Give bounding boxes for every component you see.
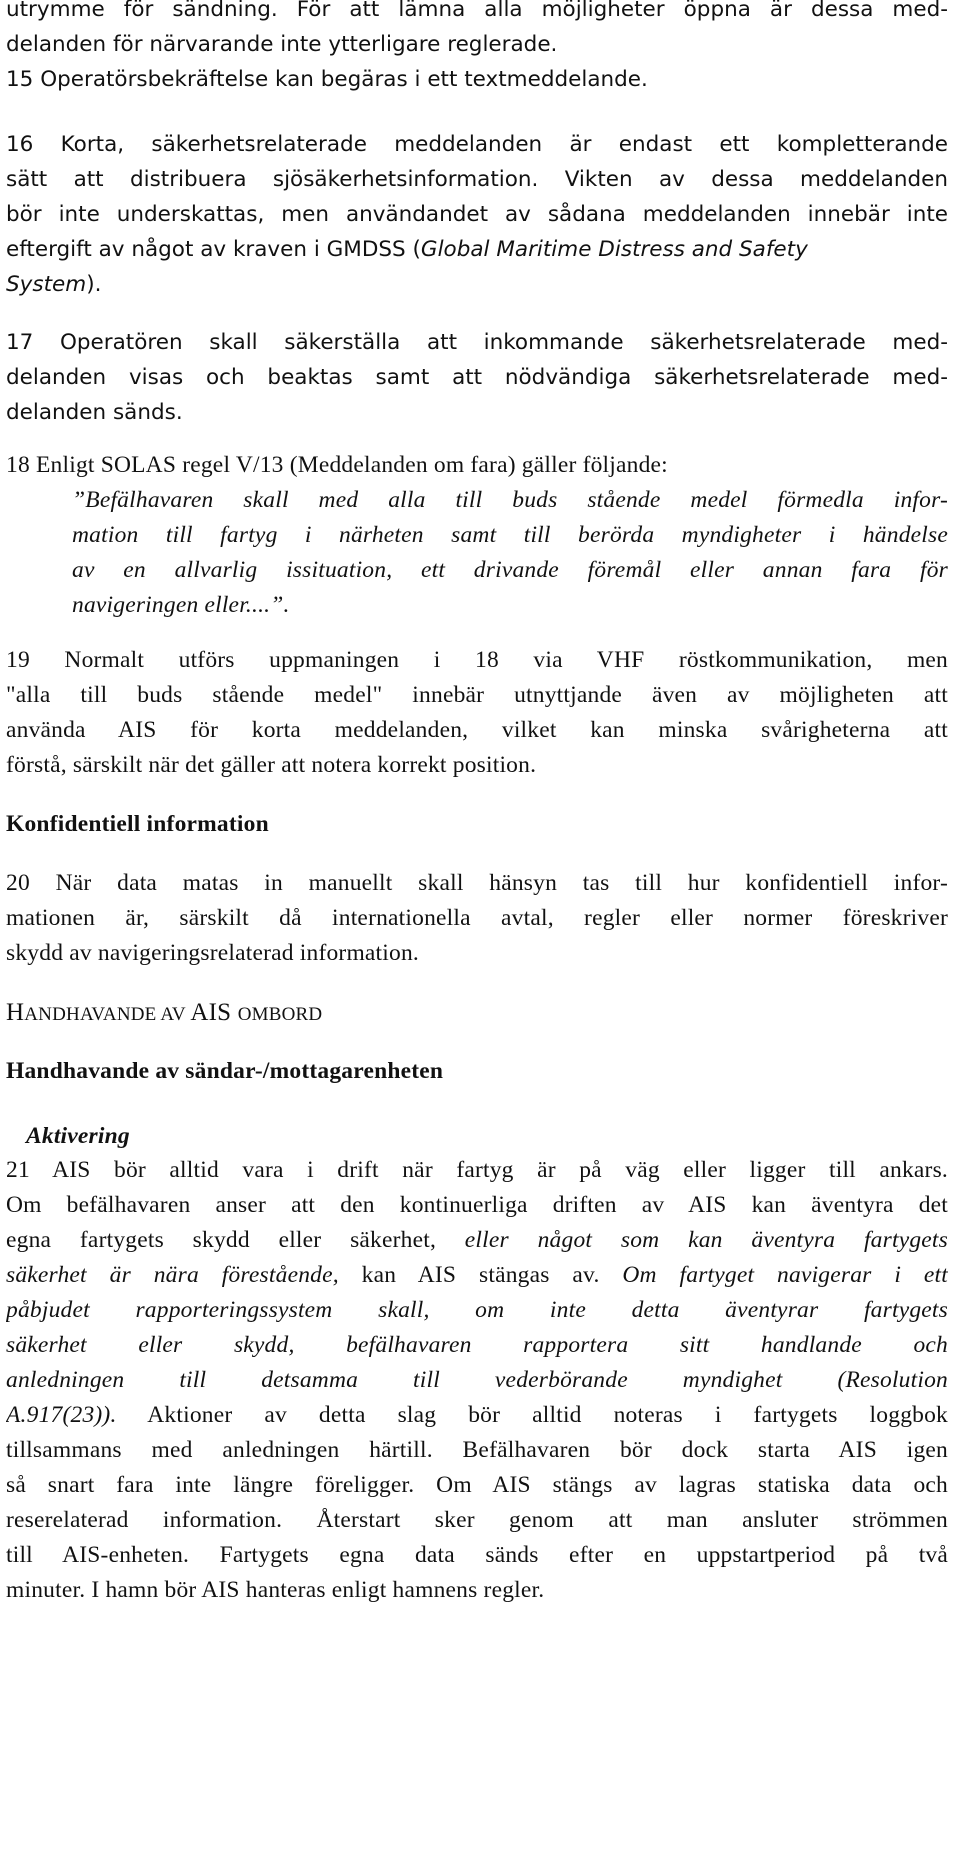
- section-heading-konfidentiell: Konfidentiell information: [6, 811, 269, 837]
- paragraph-21-italic: A.917(23)).: [6, 1402, 117, 1428]
- solas-quote-line: mation till fartyg i närheten samt till berörda myndigheter i händelse: [72, 522, 948, 548]
- subheading-aktivering: Aktivering: [26, 1123, 130, 1149]
- paragraph-21-text: Aktioner av detta slag bör alltid noteras i fartygets loggbok: [116, 1402, 948, 1428]
- paragraph-17-line: delanden visas och beaktas samt att nödvändiga säkerhetsrelaterade med-: [6, 365, 948, 390]
- heading-small-caps: OMBORD: [237, 1004, 323, 1025]
- paragraph-21-line: påbjudet rapporteringssystem skall, om inte detta äventyrar fartygets: [6, 1297, 948, 1323]
- solas-quote-line: av en allvarlig issituation, ett drivande föremål eller annan fara för: [72, 557, 948, 583]
- paragraph-20-line: mationen är, särskilt då internationella avtal, regler eller normer föreskriver: [6, 905, 948, 931]
- paragraph-14-line: utrymme för sändning. För att lämna alla möjligheter öppna är dessa med-: [6, 0, 948, 22]
- paragraph-16-line: [6, 232, 808, 267]
- paragraph-21-line: reserelaterad information. Återstart sker genom att man ansluter strömmen: [6, 1507, 948, 1533]
- paragraph-21-line: så snart fara inte längre föreligger. Om AIS stängs av lagras statiska data och: [6, 1472, 948, 1498]
- paragraph-14-line: delanden för närvarande inte ytterligare reglerade.: [6, 32, 558, 57]
- paragraph-21-line: minuter. I hamn bör AIS hanteras enligt hamnens regler.: [6, 1577, 545, 1603]
- paragraph-19-line: "alla till buds stående medel" innebär utnyttjande även av möjligheten att: [6, 682, 948, 708]
- paragraph-21-line: 21 AIS bör alltid vara i drift när fartyg är på väg eller ligger till ankars.: [6, 1157, 948, 1183]
- heading-ais: AIS: [190, 999, 238, 1026]
- paragraph-21-italic: eller något som kan äventyra fartygets: [464, 1227, 948, 1253]
- solas-quote-line: navigeringen eller....”.: [72, 592, 290, 618]
- paragraph-21-italic: Om fartyget navigerar i ett: [622, 1262, 948, 1288]
- solas-quote-line: ”Befälhavaren skall med alla till buds stående medel förmedla infor-: [72, 487, 948, 513]
- section-heading-handhavande-ais: [6, 995, 322, 1032]
- paragraph-19-line: använda AIS för korta meddelanden, vilket kan minska svårigheterna att: [6, 717, 948, 743]
- heading-small-caps: ANDHAVANDE AV: [24, 1004, 191, 1025]
- paragraph-21-line: säkerhet eller skydd, befälhavaren rapportera sitt handlande och: [6, 1332, 948, 1358]
- paragraph-19-line: 19 Normalt utförs uppmaningen i 18 via VHF röstkommunikation, men: [6, 647, 948, 673]
- section-heading-enhet: Handhavande av sändar-/mottagarenheten: [6, 1058, 444, 1084]
- paragraph-19-line: förstå, särskilt när det gäller att notera korrekt position.: [6, 752, 537, 778]
- paragraph-17-line: 17 Operatören skall säkerställa att inkommande säkerhetsrelaterade med-: [6, 330, 948, 355]
- paragraph-20-line: skydd av navigeringsrelaterad information.: [6, 940, 419, 966]
- paragraph-16-line: sätt att distribuera sjösäkerhetsinformation. Vikten av dessa meddelanden: [6, 167, 948, 192]
- paragraph-16-end: ).: [86, 272, 102, 297]
- paragraph-16-line: bör inte underskattas, men användandet av sådana meddelanden innebär inte: [6, 202, 948, 227]
- paragraph-16-text: eftergift av något av kraven i GMDSS (: [6, 237, 421, 262]
- heading-initial: H: [6, 999, 25, 1026]
- paragraph-16-line: 16 Korta, säkerhetsrelaterade meddelanden är endast ett kompletterande: [6, 132, 948, 157]
- paragraph-15: 15 Operatörsbekräftelse kan begäras i ett textmeddelande.: [6, 67, 648, 92]
- gmdss-expansion-end: System: [6, 272, 87, 297]
- paragraph-16-line: [6, 267, 101, 302]
- paragraph-21-line: till AIS-enheten. Fartygets egna data sänds efter en uppstartperiod på två: [6, 1542, 948, 1568]
- paragraph-21-line: anledningen till detsamma till vederbörande myndighet (Resolution: [6, 1367, 948, 1393]
- paragraph-20-line: 20 När data matas in manuellt skall hänsyn tas till hur konfidentiell infor-: [6, 870, 948, 896]
- paragraph-21-text: egna fartygets skydd eller säkerhet,: [6, 1227, 465, 1253]
- paragraph-21-line: [6, 1398, 948, 1433]
- paragraph-21-text: kan AIS stängas av.: [338, 1262, 623, 1288]
- gmdss-expansion: Global Maritime Distress and Safety: [420, 237, 808, 262]
- paragraph-18-line: 18 Enligt SOLAS regel V/13 (Meddelanden om fara) gäller följande:: [6, 452, 668, 478]
- paragraph-21-line: [6, 1223, 948, 1258]
- paragraph-17-line: delanden sänds.: [6, 400, 183, 425]
- paragraph-21-line: tillsammans med anledningen härtill. Befälhavaren bör dock starta AIS igen: [6, 1437, 948, 1463]
- paragraph-21-line: Om befälhavaren anser att den kontinuerliga driften av AIS kan äventyra det: [6, 1192, 948, 1218]
- paragraph-21-italic: säkerhet är nära förestående,: [6, 1262, 339, 1288]
- paragraph-21-line: [6, 1258, 948, 1293]
